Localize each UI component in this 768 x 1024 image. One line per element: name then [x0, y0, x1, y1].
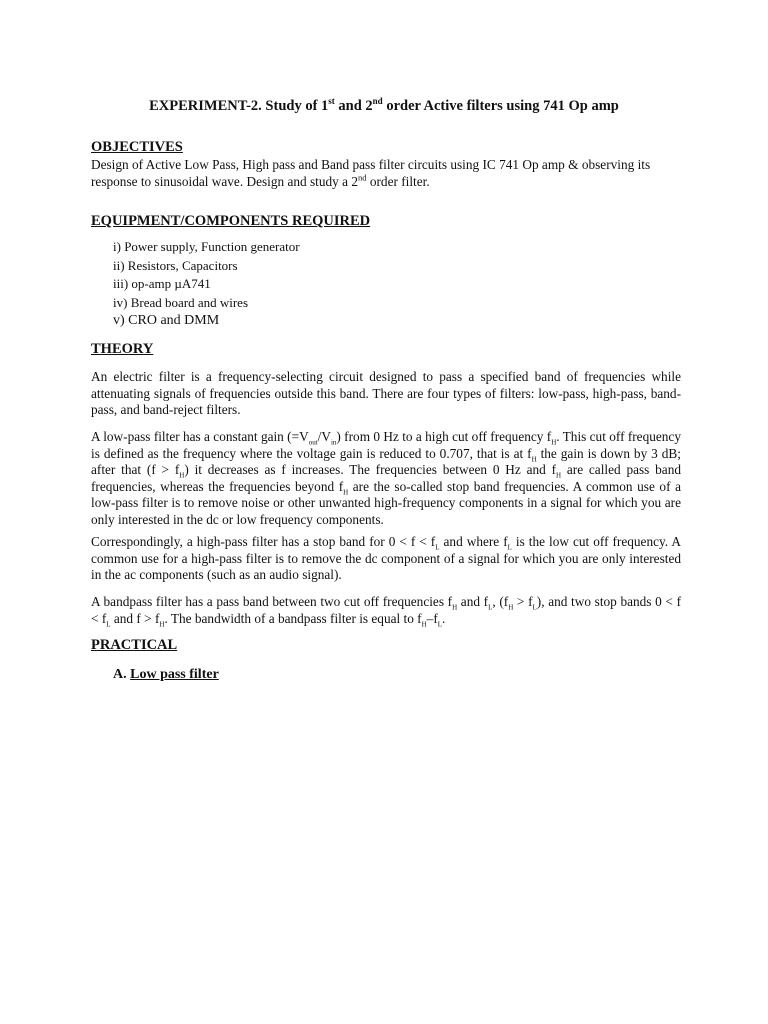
objectives-text: Design of Active Low Pass, High pass and Band pass filter circuits using IC 741 Op amp & observing its response to sinusoidal wave. Design and study a 2nd order filter. — [91, 157, 651, 189]
page-title: EXPERIMENT-2. Study of 1st and 2nd order Active filters using 741 Op amp — [149, 96, 619, 114]
low-pass-filter-subheading: A. Low pass filter — [113, 667, 219, 682]
theory-paragraph-3: Correspondingly, a high-pass filter has a stop band for $0 < f < f_L$ and where $f_L$ is the low cut off frequency. A common use for a high-pass filter is to remove the dc component of a signal for which you are only interested in the ac components (such as an audio signal). — [91, 534, 681, 582]
list-item: iv) Bread board and wires — [113, 294, 249, 310]
equipment-list — [113, 238, 300, 331]
objectives-heading: OBJECTIVES — [91, 139, 183, 155]
practical-heading: PRACTICAL — [91, 637, 178, 653]
theory-paragraph-4: A bandpass filter has a pass band between two cut off frequencies $f_H$ and $f_L$, $(f_H > f_L)$, and two stop bands $0 < f < f_L$ and $f > f_H$. The bandwidth of a bandpass filter is equal to $f_H-f_L$. — [91, 594, 682, 629]
list-item: i) Power supply, Function generator — [113, 239, 300, 254]
theory-paragraph-2: A low-pass filter has a constant gain $(=V_{out}/V_{in})$ from 0 Hz to a high cut off frequency $f_H$. This cut off frequency is defined as the frequency where the voltage gain is reduced to 0.707, that is at $f_H$ the gain is down by 3 dB; after that $(f > f_H)$ it decreases as f increases. The frequencies between 0 Hz and $f_H$ are called pass band frequencies, whereas the frequencies beyond $f_H$ are the so-called stop band frequencies. A common use of a low-pass filter is to remove noise or other unwanted high-frequency components in a signal for which you are only interested in the dc or low frequency components. — [91, 429, 681, 527]
list-item: v) CRO and DMM — [113, 313, 220, 328]
equipment-heading: EQUIPMENT/COMPONENTS REQUIRED — [91, 213, 371, 229]
theory-heading: THEORY — [91, 341, 154, 357]
theory-paragraph-1: An electric filter is a frequency-selecting circuit designed to pass a specified band of frequencies while attenuating signals of frequencies outside this band. There are four types of filters: low-pass, high-pass, band-pass, and band-reject filters. — [91, 369, 681, 417]
list-item: iii) op-amp µA741 — [113, 276, 211, 291]
list-item: ii) Resistors, Capacitors — [113, 257, 238, 273]
